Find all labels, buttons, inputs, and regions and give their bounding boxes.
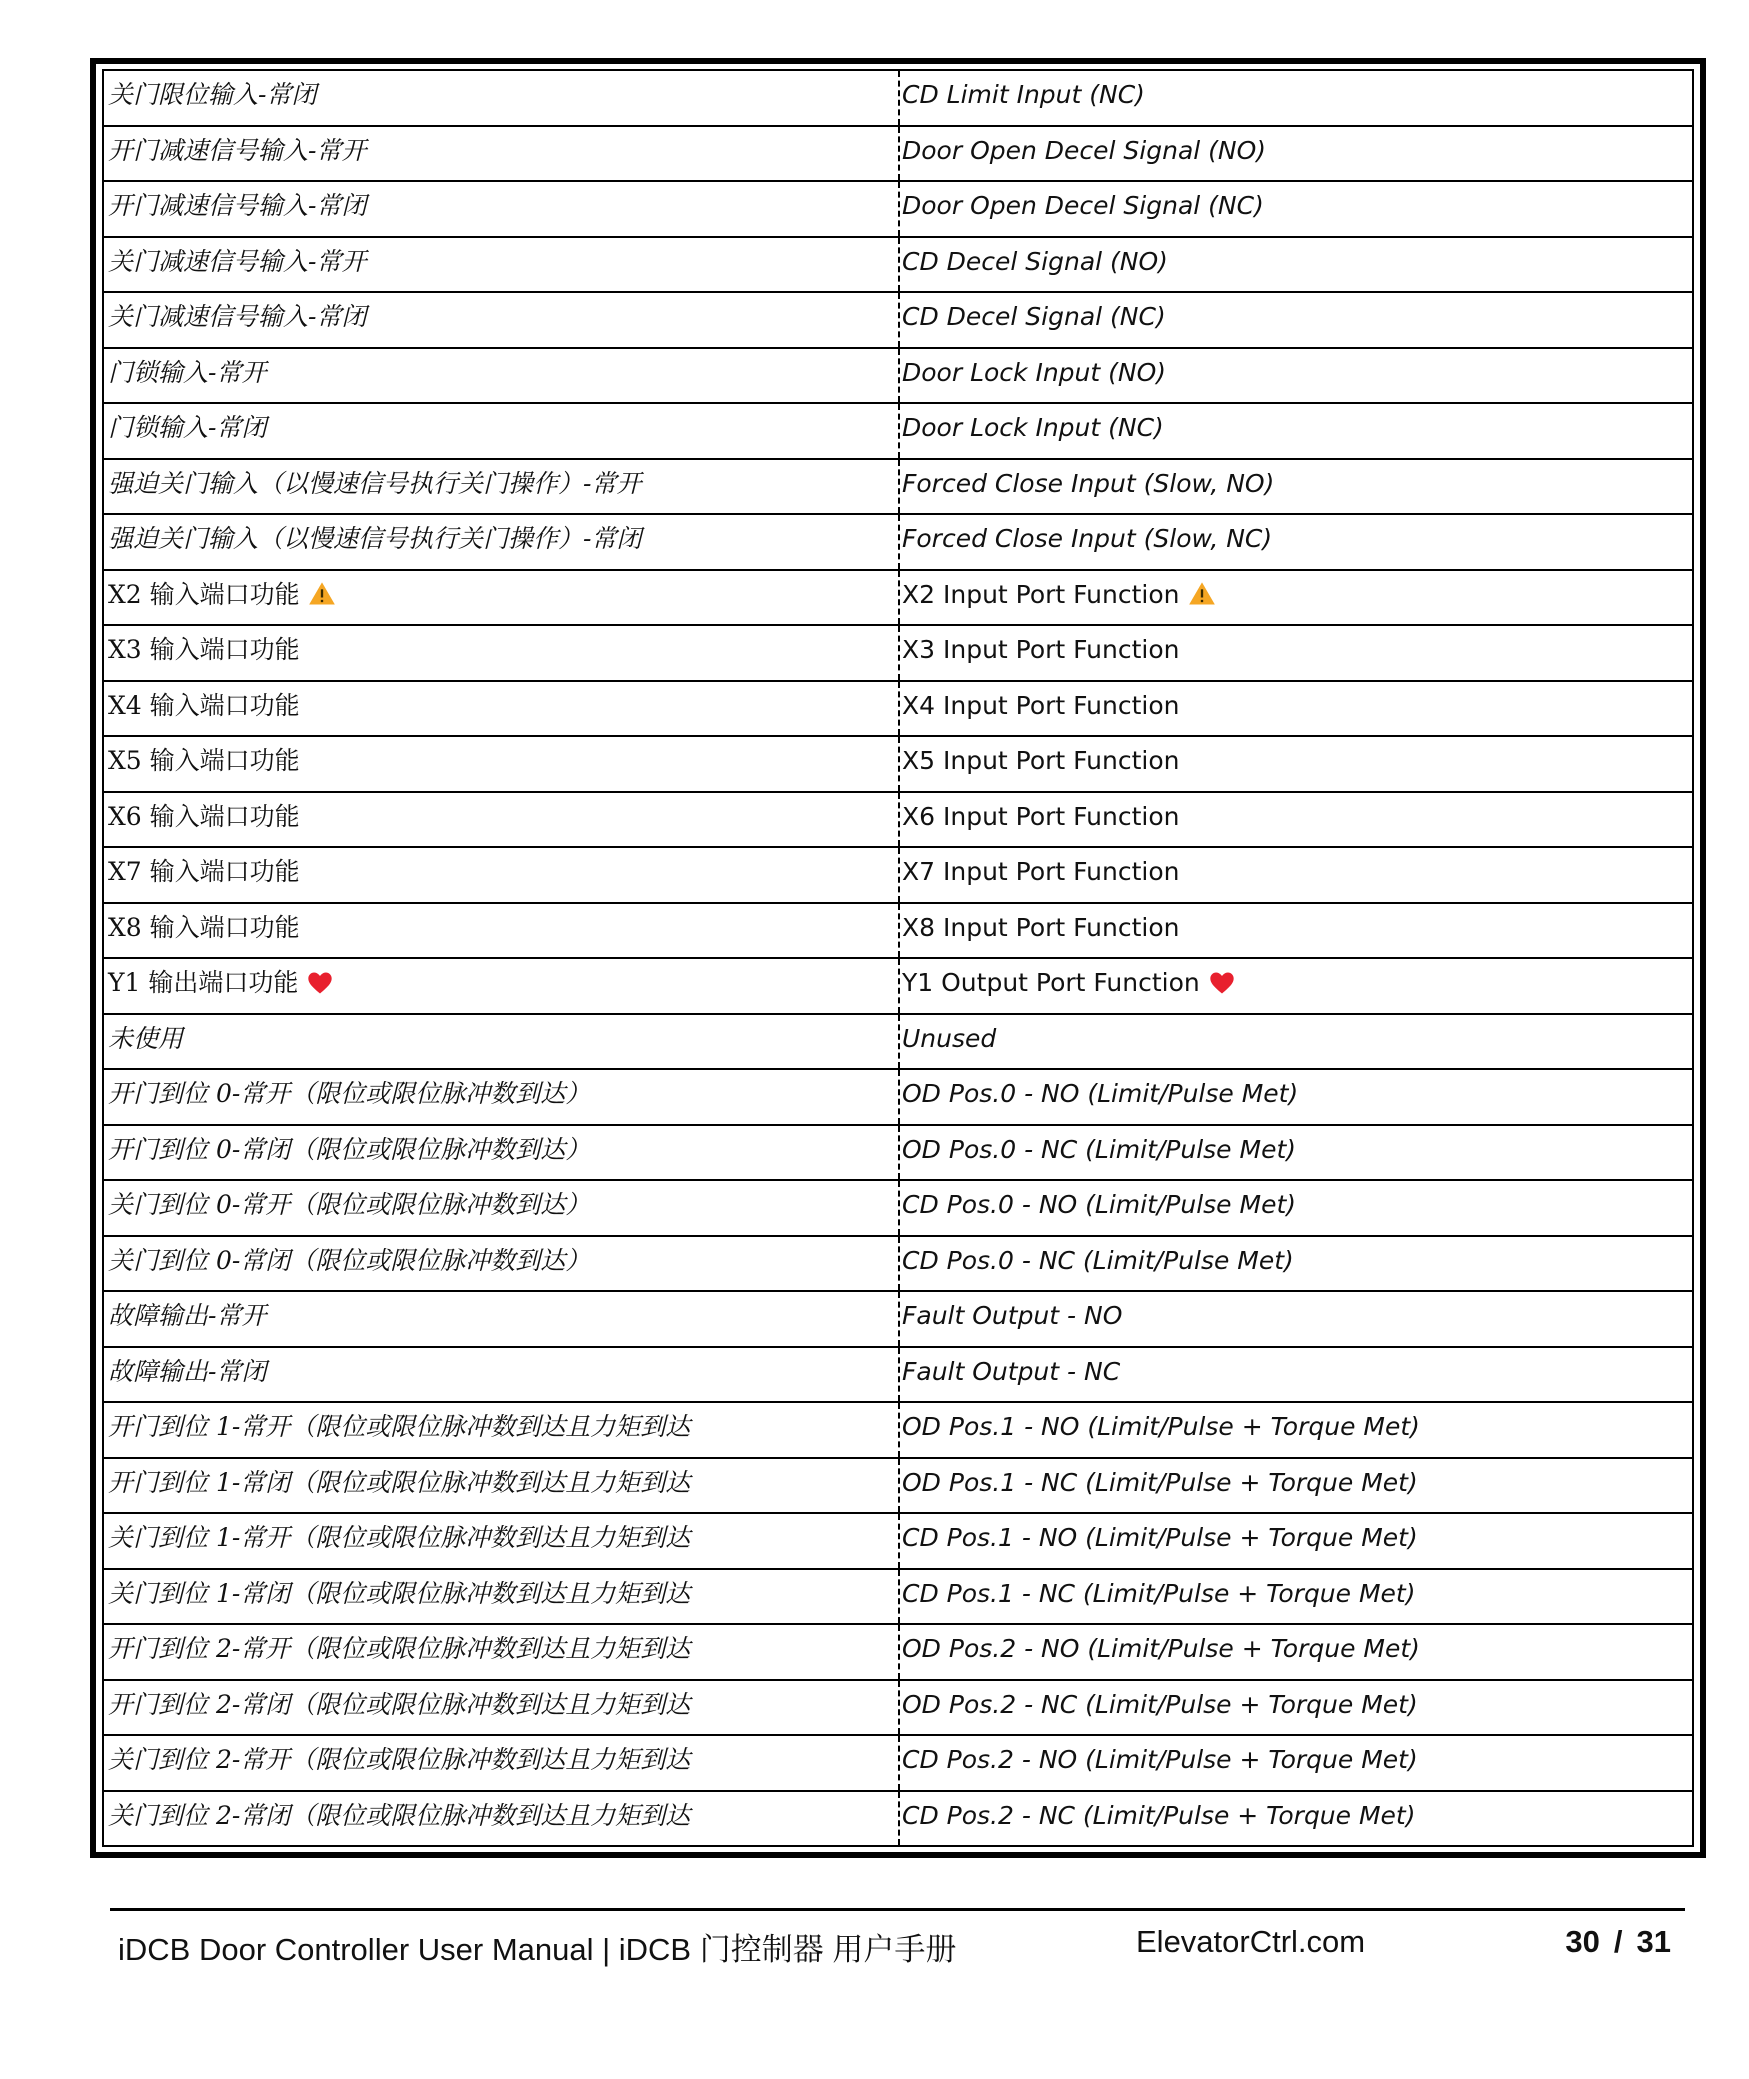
cell-english (900, 626, 1692, 680)
cell-chinese-text: 未使用 (108, 1023, 184, 1053)
cell-chinese-text: 故障输出-常闭 (108, 1356, 267, 1386)
cell-chinese-text: X6 输入端口功能 (108, 801, 300, 831)
cell-chinese (104, 1181, 900, 1235)
cell-chinese (104, 1681, 900, 1735)
table-row (104, 1625, 1692, 1681)
cell-chinese-text: X2 输入端口功能 (108, 579, 300, 609)
cell-chinese-text: 开门减速信号输入-常开 (108, 135, 367, 165)
cell-chinese-text: 关门到位 2-常闭（限位或限位脉冲数到达且力矩到达 (108, 1800, 691, 1830)
cell-chinese-text: 关门到位 1-常闭（限位或限位脉冲数到达且力矩到达 (108, 1578, 691, 1608)
table-row (104, 1570, 1692, 1626)
cell-chinese-text: X8 输入端口功能 (108, 912, 300, 942)
cell-english (900, 349, 1692, 403)
cell-english-text: Fault Output - NO (902, 1301, 1123, 1331)
cell-english-text: OD Pos.2 - NC (Limit/Pulse + Torque Met) (902, 1689, 1418, 1719)
cell-chinese-text: 关门到位 2-常开（限位或限位脉冲数到达且力矩到达 (108, 1745, 691, 1775)
cell-chinese-text: 关门到位 0-常开（限位或限位脉冲数到达） (108, 1190, 591, 1220)
cell-chinese-text: 开门到位 2-常开（限位或限位脉冲数到达且力矩到达 (108, 1634, 691, 1664)
cell-chinese (104, 1015, 900, 1069)
cell-chinese (104, 515, 900, 569)
table-row (104, 71, 1692, 127)
cell-english (900, 182, 1692, 236)
cell-chinese-text: X4 输入端口功能 (108, 690, 300, 720)
table-row (104, 460, 1692, 516)
cell-english (900, 127, 1692, 181)
warning-icon (308, 580, 336, 608)
cell-english (900, 904, 1692, 958)
table-row (104, 1403, 1692, 1459)
table-row (104, 682, 1692, 738)
cell-english (900, 1181, 1692, 1235)
cell-english-text: CD Pos.2 - NO (Limit/Pulse + Torque Met) (902, 1745, 1418, 1775)
table-row (104, 1181, 1692, 1237)
cell-chinese (104, 1625, 900, 1679)
cell-chinese (104, 460, 900, 514)
cell-english (900, 293, 1692, 347)
cell-chinese-text: 关门减速信号输入-常开 (108, 246, 367, 276)
cell-english (900, 1459, 1692, 1513)
heart-icon (306, 969, 334, 997)
cell-chinese-text: 门锁输入-常闭 (108, 413, 267, 443)
cell-english-text: OD Pos.2 - NO (Limit/Pulse + Torque Met) (902, 1634, 1420, 1664)
cell-english-text: X6 Input Port Function (902, 801, 1180, 831)
footer-manual-title: iDCB Door Controller User Manual | iDCB 门控制器 用户手册 (118, 1932, 957, 1967)
cell-chinese (104, 1070, 900, 1124)
io-function-table (90, 58, 1706, 1858)
cell-chinese (104, 1237, 900, 1291)
cell-chinese (104, 1736, 900, 1790)
table-row (104, 1126, 1692, 1182)
cell-chinese-text: 故障输出-常开 (108, 1301, 267, 1331)
page-number (1565, 1924, 1671, 1960)
cell-chinese-text: 强迫关门输入（以慢速信号执行关门操作）-常闭 (108, 524, 642, 554)
cell-english-text: X2 Input Port Function (902, 579, 1180, 609)
cell-chinese-text: 门锁输入-常开 (108, 357, 267, 387)
cell-english-text: OD Pos.0 - NO (Limit/Pulse Met) (902, 1079, 1299, 1109)
heart-icon (1208, 969, 1236, 997)
cell-chinese-text: 关门限位输入-常闭 (108, 80, 317, 110)
cell-english (900, 848, 1692, 902)
table-row (104, 1459, 1692, 1515)
cell-chinese (104, 848, 900, 902)
cell-english (900, 571, 1692, 625)
cell-english (900, 515, 1692, 569)
cell-chinese (104, 349, 900, 403)
table-row (104, 571, 1692, 627)
cell-english-text: Door Lock Input (NC) (902, 413, 1164, 443)
table-row (104, 238, 1692, 294)
table-row (104, 1292, 1692, 1348)
cell-english (900, 404, 1692, 458)
cell-chinese-text: 开门到位 1-常开（限位或限位脉冲数到达且力矩到达 (108, 1412, 691, 1442)
cell-english-text: CD Pos.2 - NC (Limit/Pulse + Torque Met) (902, 1800, 1416, 1830)
warning-icon (1188, 580, 1216, 608)
table-row (104, 349, 1692, 405)
cell-english-text: Unused (902, 1023, 997, 1053)
cell-chinese-text: X3 输入端口功能 (108, 635, 300, 665)
cell-english (900, 1514, 1692, 1568)
cell-chinese (104, 737, 900, 791)
cell-english (900, 1570, 1692, 1624)
cell-english-text: CD Pos.0 - NO (Limit/Pulse Met) (902, 1190, 1297, 1220)
cell-english (900, 1126, 1692, 1180)
table-row (104, 515, 1692, 571)
footer-divider (110, 1908, 1685, 1911)
cell-chinese-text: 强迫关门输入（以慢速信号执行关门操作）-常开 (108, 468, 642, 498)
cell-english (900, 1292, 1692, 1346)
cell-english-text: X4 Input Port Function (902, 690, 1180, 720)
cell-english-text: CD Pos.1 - NO (Limit/Pulse + Torque Met) (902, 1523, 1418, 1553)
cell-chinese (104, 571, 900, 625)
table-row (104, 737, 1692, 793)
table-row (104, 959, 1692, 1015)
table-row (104, 182, 1692, 238)
cell-english (900, 460, 1692, 514)
cell-english (900, 737, 1692, 791)
cell-chinese (104, 959, 900, 1013)
cell-chinese-text: Y1 输出端口功能 (108, 968, 299, 998)
cell-english (900, 1736, 1692, 1790)
table-row (104, 293, 1692, 349)
cell-chinese (104, 682, 900, 736)
cell-chinese (104, 1292, 900, 1346)
cell-chinese-text: 开门减速信号输入-常闭 (108, 191, 367, 221)
cell-english-text: Door Lock Input (NO) (902, 357, 1167, 387)
cell-english-text: Forced Close Input (Slow, NC) (902, 524, 1273, 554)
table-row (104, 1015, 1692, 1071)
cell-english (900, 682, 1692, 736)
cell-english (900, 959, 1692, 1013)
cell-english (900, 1348, 1692, 1402)
cell-english (900, 1681, 1692, 1735)
table-row (104, 127, 1692, 183)
table-row (104, 1792, 1692, 1846)
cell-english-text: CD Decel Signal (NO) (902, 246, 1168, 276)
cell-english-text: Y1 Output Port Function (902, 968, 1200, 998)
cell-english-text: OD Pos.1 - NO (Limit/Pulse + Torque Met) (902, 1412, 1420, 1442)
cell-english-text: Forced Close Input (Slow, NO) (902, 468, 1275, 498)
page-separator: / (1613, 1924, 1623, 1959)
cell-chinese-text: 关门到位 1-常开（限位或限位脉冲数到达且力矩到达 (108, 1523, 691, 1553)
cell-english-text: CD Limit Input (NC) (902, 80, 1145, 110)
cell-english (900, 1625, 1692, 1679)
cell-chinese-text: 关门减速信号输入-常闭 (108, 302, 367, 332)
cell-chinese (104, 904, 900, 958)
cell-chinese (104, 1792, 900, 1846)
cell-chinese (104, 1403, 900, 1457)
cell-english (900, 1792, 1692, 1846)
table-row (104, 1070, 1692, 1126)
cell-english-text: CD Pos.0 - NC (Limit/Pulse Met) (902, 1245, 1294, 1275)
cell-chinese (104, 71, 900, 125)
table-row (104, 1514, 1692, 1570)
cell-english (900, 793, 1692, 847)
cell-english-text: OD Pos.0 - NC (Limit/Pulse Met) (902, 1134, 1297, 1164)
cell-chinese-text: 关门到位 0-常闭（限位或限位脉冲数到达） (108, 1245, 591, 1275)
table-row (104, 848, 1692, 904)
cell-chinese (104, 1459, 900, 1513)
cell-chinese-text: 开门到位 0-常闭（限位或限位脉冲数到达） (108, 1134, 591, 1164)
table-row (104, 1736, 1692, 1792)
cell-chinese (104, 293, 900, 347)
table-row (104, 1681, 1692, 1737)
table-row (104, 404, 1692, 460)
cell-chinese (104, 127, 900, 181)
cell-english-text: Door Open Decel Signal (NO) (902, 135, 1267, 165)
cell-english-text: X5 Input Port Function (902, 746, 1180, 776)
table-row (104, 793, 1692, 849)
cell-english-text: CD Decel Signal (NC) (902, 302, 1166, 332)
table-body (102, 69, 1694, 1847)
cell-english-text: X7 Input Port Function (902, 857, 1180, 887)
table-row (104, 1237, 1692, 1293)
cell-chinese-text: X5 输入端口功能 (108, 746, 300, 776)
cell-chinese (104, 1570, 900, 1624)
page-total: 31 (1636, 1924, 1671, 1959)
cell-english (900, 238, 1692, 292)
cell-chinese (104, 182, 900, 236)
cell-english (900, 1403, 1692, 1457)
cell-chinese (104, 1126, 900, 1180)
cell-english-text: X3 Input Port Function (902, 635, 1180, 665)
cell-english (900, 1015, 1692, 1069)
cell-chinese (104, 404, 900, 458)
cell-chinese-text: 开门到位 0-常开（限位或限位脉冲数到达） (108, 1079, 591, 1109)
cell-chinese (104, 1514, 900, 1568)
cell-english-text: Door Open Decel Signal (NC) (902, 191, 1264, 221)
table-row (104, 1348, 1692, 1404)
table-row (104, 904, 1692, 960)
cell-english-text: CD Pos.1 - NC (Limit/Pulse + Torque Met) (902, 1578, 1416, 1608)
cell-english (900, 1237, 1692, 1291)
cell-chinese (104, 626, 900, 680)
cell-english-text: X8 Input Port Function (902, 912, 1180, 942)
table-row (104, 626, 1692, 682)
cell-english (900, 1070, 1692, 1124)
cell-chinese-text: 开门到位 1-常闭（限位或限位脉冲数到达且力矩到达 (108, 1467, 691, 1497)
footer-website: ElevatorCtrl.com (1136, 1924, 1366, 1959)
cell-english-text: OD Pos.1 - NC (Limit/Pulse + Torque Met) (902, 1467, 1418, 1497)
cell-english (900, 71, 1692, 125)
cell-english-text: Fault Output - NC (902, 1356, 1121, 1386)
page-current: 30 (1565, 1924, 1600, 1959)
cell-chinese-text: X7 输入端口功能 (108, 857, 300, 887)
cell-chinese (104, 793, 900, 847)
cell-chinese (104, 1348, 900, 1402)
cell-chinese-text: 开门到位 2-常闭（限位或限位脉冲数到达且力矩到达 (108, 1689, 691, 1719)
cell-chinese (104, 238, 900, 292)
